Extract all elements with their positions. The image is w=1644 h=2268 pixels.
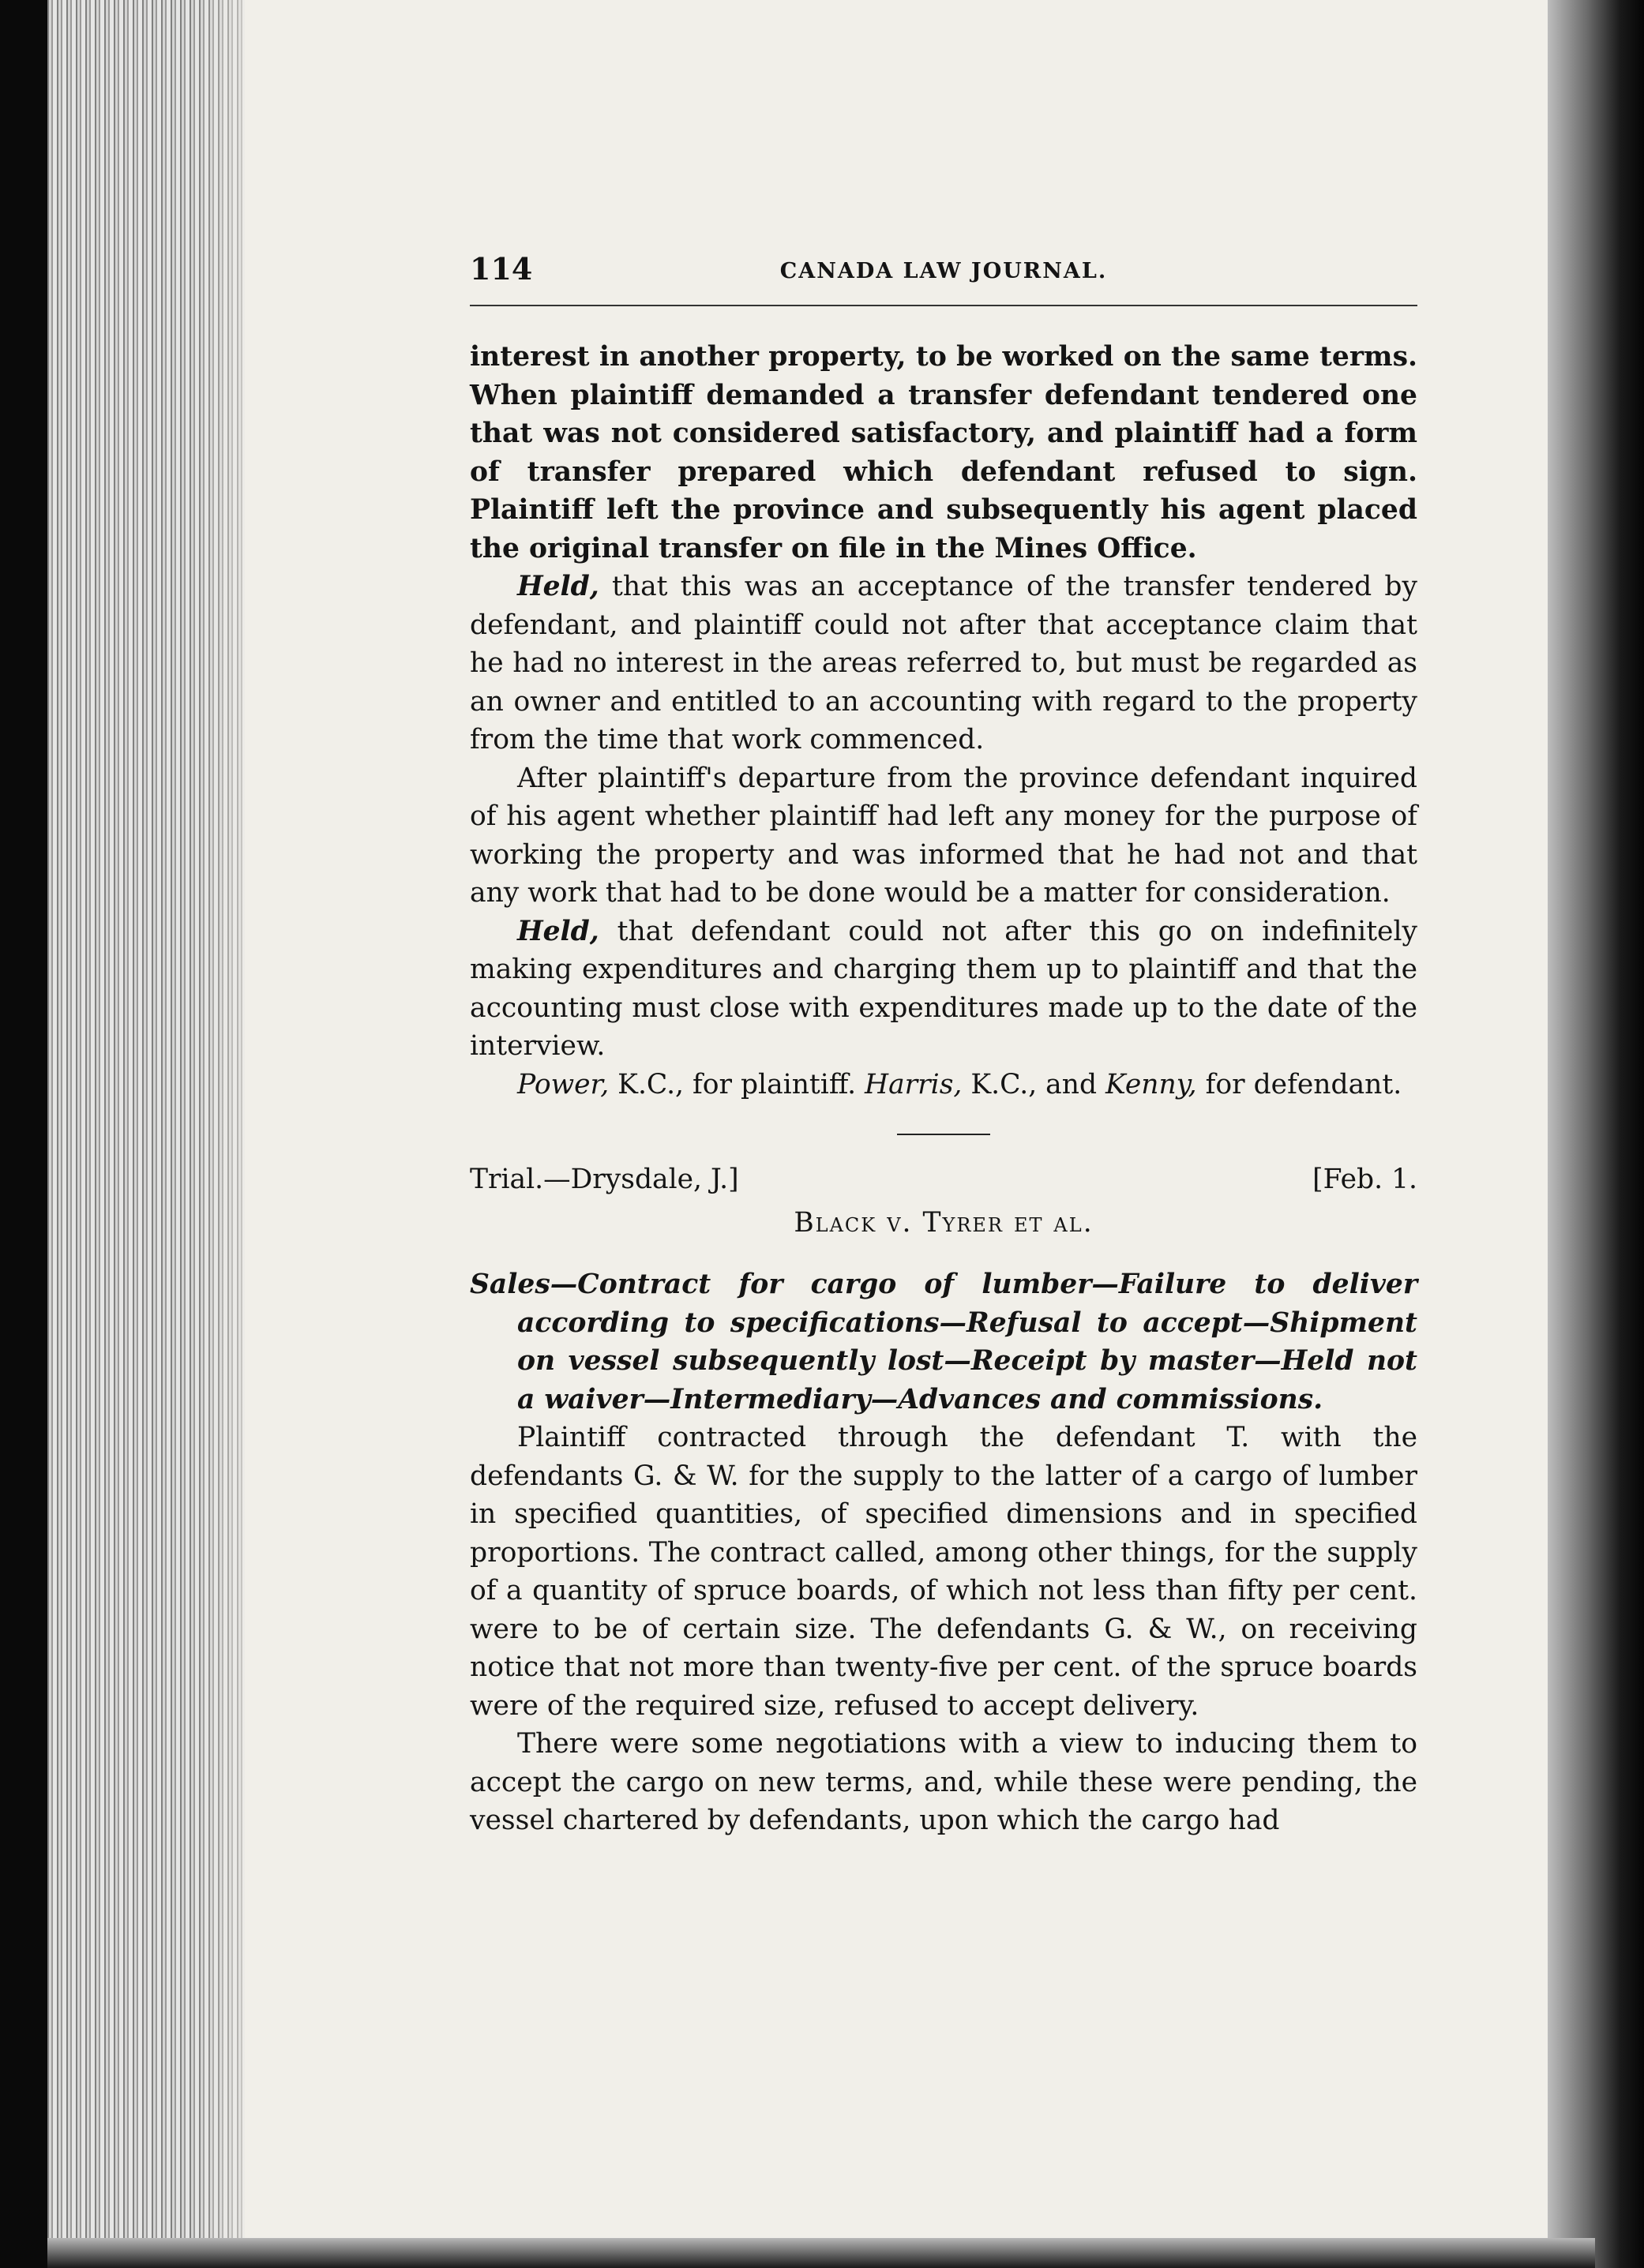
- header-rule: [470, 305, 1417, 306]
- page-header: [470, 251, 1417, 294]
- paragraph-departure: After plaintiff's departure from the province defendant inquired of his agent whether plaintiff had left any money for the purpose of working the property and was informed that he had not and that any work that had to be done would be a matter for consideration.: [470, 762, 1417, 909]
- court-name: Trial.—Drysdale, J.]: [470, 1164, 739, 1195]
- counsel-name: Power,: [517, 1068, 610, 1100]
- held-text: that defendant could not after this go on indefinitely making expenditures and charging them up to plaintiff and that the accounting must close with expenditures made up to the date of the interview.: [470, 915, 1417, 1062]
- paragraph-opening: interest in another property, to be worked on the same terms. When plaintiff demanded a transfer defendant tendered one that was not considered satisfactory, and plaintiff had a form of transfer prepared which defendant refused to sign. Plaintiff left the province and subsequently his agent placed the original transfer on file in the Mines Office.: [470, 341, 1417, 564]
- headnote: Sales—Contract for cargo of lumber—Failure to deliver according to specifications—Refusal to accept—Shipment on vessel subsequently lost—Receipt by master—Held not a waiver—Intermediary—Advances and commissions.: [470, 1269, 1417, 1415]
- binding-fade: [197, 0, 284, 2268]
- page-number: 114: [470, 251, 533, 287]
- counsel-name: Harris,: [865, 1068, 963, 1100]
- counsel-text: K.C., for plaintiff.: [609, 1068, 865, 1100]
- paragraph-counsel: [470, 1066, 1417, 1104]
- paragraph-contract: Plaintiff contracted through the defendant T. with the defendants G. & W. for the supply to the latter of a cargo of lumber in specified quantities, of specified dimensions and in specified proportions. The contract called, among other things, for the supply of a quantity of spruce boards, of which not less than fifty per cent. were to be of certain size. The defendants G. & W., on receiving notice that not more than twenty-five per cent. of the spruce boards were of the required size, refused to accept delivery.: [470, 1422, 1417, 1722]
- decision-date: [Feb. 1.: [1312, 1164, 1417, 1195]
- paragraph-held-1: [470, 568, 1417, 759]
- page-right-edge: [1548, 0, 1644, 2268]
- held-text: that this was an acceptance of the transfer tendered by defendant, and plaintiff could not after that acceptance claim that he had no interest in the areas referred to, but must be regarded as an owner and entitled to an accounting with regard to the property from the time that work commenced.: [470, 571, 1417, 755]
- paragraph-negotiations: There were some negotiations with a view to inducing them to accept the cargo on new terms, and, while these were pending, the vessel chartered by defendants, upon which the cargo had: [470, 1728, 1417, 1836]
- running-head: CANADA LAW JOURNAL.: [779, 259, 1108, 283]
- paragraph-held-2: [470, 913, 1417, 1066]
- counsel-name: Kenny,: [1105, 1068, 1197, 1100]
- held-label: Held,: [517, 571, 599, 602]
- counsel-text: for defendant.: [1196, 1068, 1402, 1100]
- page-bottom-edge: [47, 2238, 1595, 2268]
- section-divider: [897, 1134, 990, 1135]
- page-body: [470, 338, 1417, 1840]
- court-line: [470, 1160, 1417, 1199]
- counsel-text: K.C., and: [962, 1068, 1106, 1100]
- case-title: Black v. Tyrer et al.: [794, 1206, 1094, 1239]
- held-label: Held,: [517, 915, 599, 947]
